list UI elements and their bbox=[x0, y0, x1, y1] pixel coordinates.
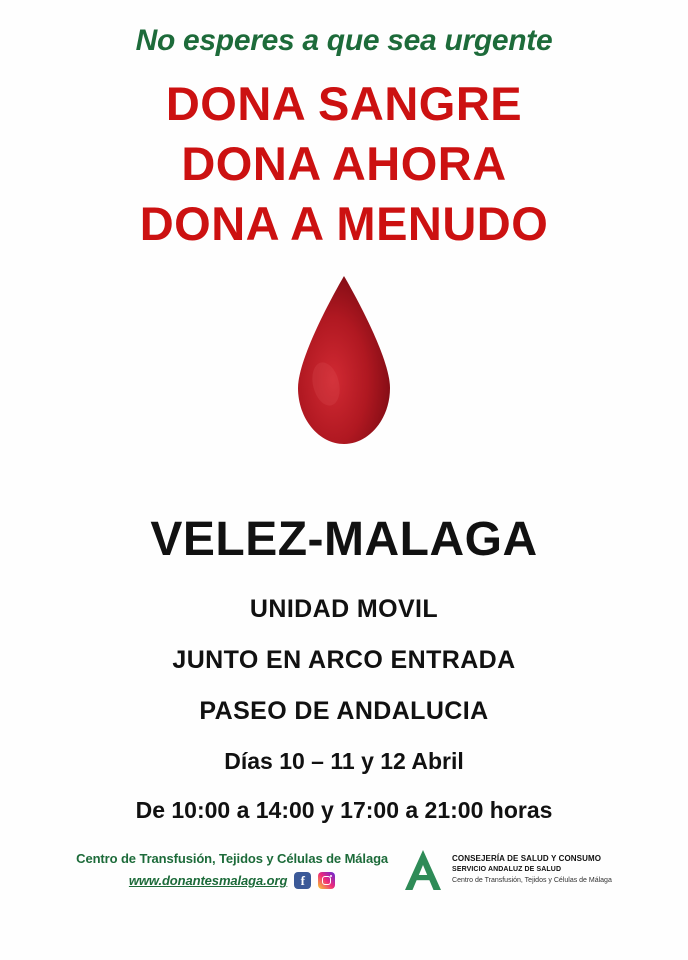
headline-subtitle: No esperes a que sea urgente bbox=[135, 24, 553, 57]
detail-hours: De 10:00 a 14:00 y 17:00 a 21:00 horas bbox=[135, 797, 553, 824]
detail-address: PASEO DE ANDALUCIA bbox=[199, 697, 489, 726]
junta-text-block bbox=[452, 854, 612, 886]
facebook-icon[interactable]: f bbox=[294, 872, 311, 889]
footer-center-info bbox=[76, 851, 388, 889]
detail-dates: Días 10 – 11 y 12 Abril bbox=[224, 748, 464, 775]
headline-line-3: DONA A MENUDO bbox=[139, 197, 549, 251]
detail-place: JUNTO EN ARCO ENTRADA bbox=[172, 646, 516, 675]
headline-line-2: DONA AHORA bbox=[181, 137, 507, 191]
junta-line-2: SERVICIO ANDALUZ DE SALUD bbox=[452, 865, 562, 873]
blood-drop-icon bbox=[274, 272, 414, 452]
junta-line-3: Centro de Transfusión, Tejidos y Células de Málaga bbox=[452, 877, 612, 885]
website-link[interactable]: www.donantesmalaga.org bbox=[128, 873, 288, 888]
footer bbox=[0, 848, 688, 892]
footer-web-row bbox=[76, 872, 388, 889]
detail-unit: UNIDAD MOVIL bbox=[249, 595, 439, 624]
junta-symbol-icon bbox=[402, 848, 444, 892]
event-details bbox=[136, 595, 553, 824]
footer-organization: Centro de Transfusión, Tejidos y Células de Málaga bbox=[76, 851, 389, 866]
headline-main bbox=[140, 74, 549, 254]
instagram-icon[interactable] bbox=[318, 872, 335, 889]
headline-line-1: DONA SANGRE bbox=[165, 77, 523, 130]
junta-de-andalucia-logo bbox=[402, 848, 612, 892]
page-title-city: VELEZ-MALAGA bbox=[150, 513, 538, 567]
junta-line-1: CONSEJERÍA DE SALUD Y CONSUMO bbox=[452, 854, 602, 864]
